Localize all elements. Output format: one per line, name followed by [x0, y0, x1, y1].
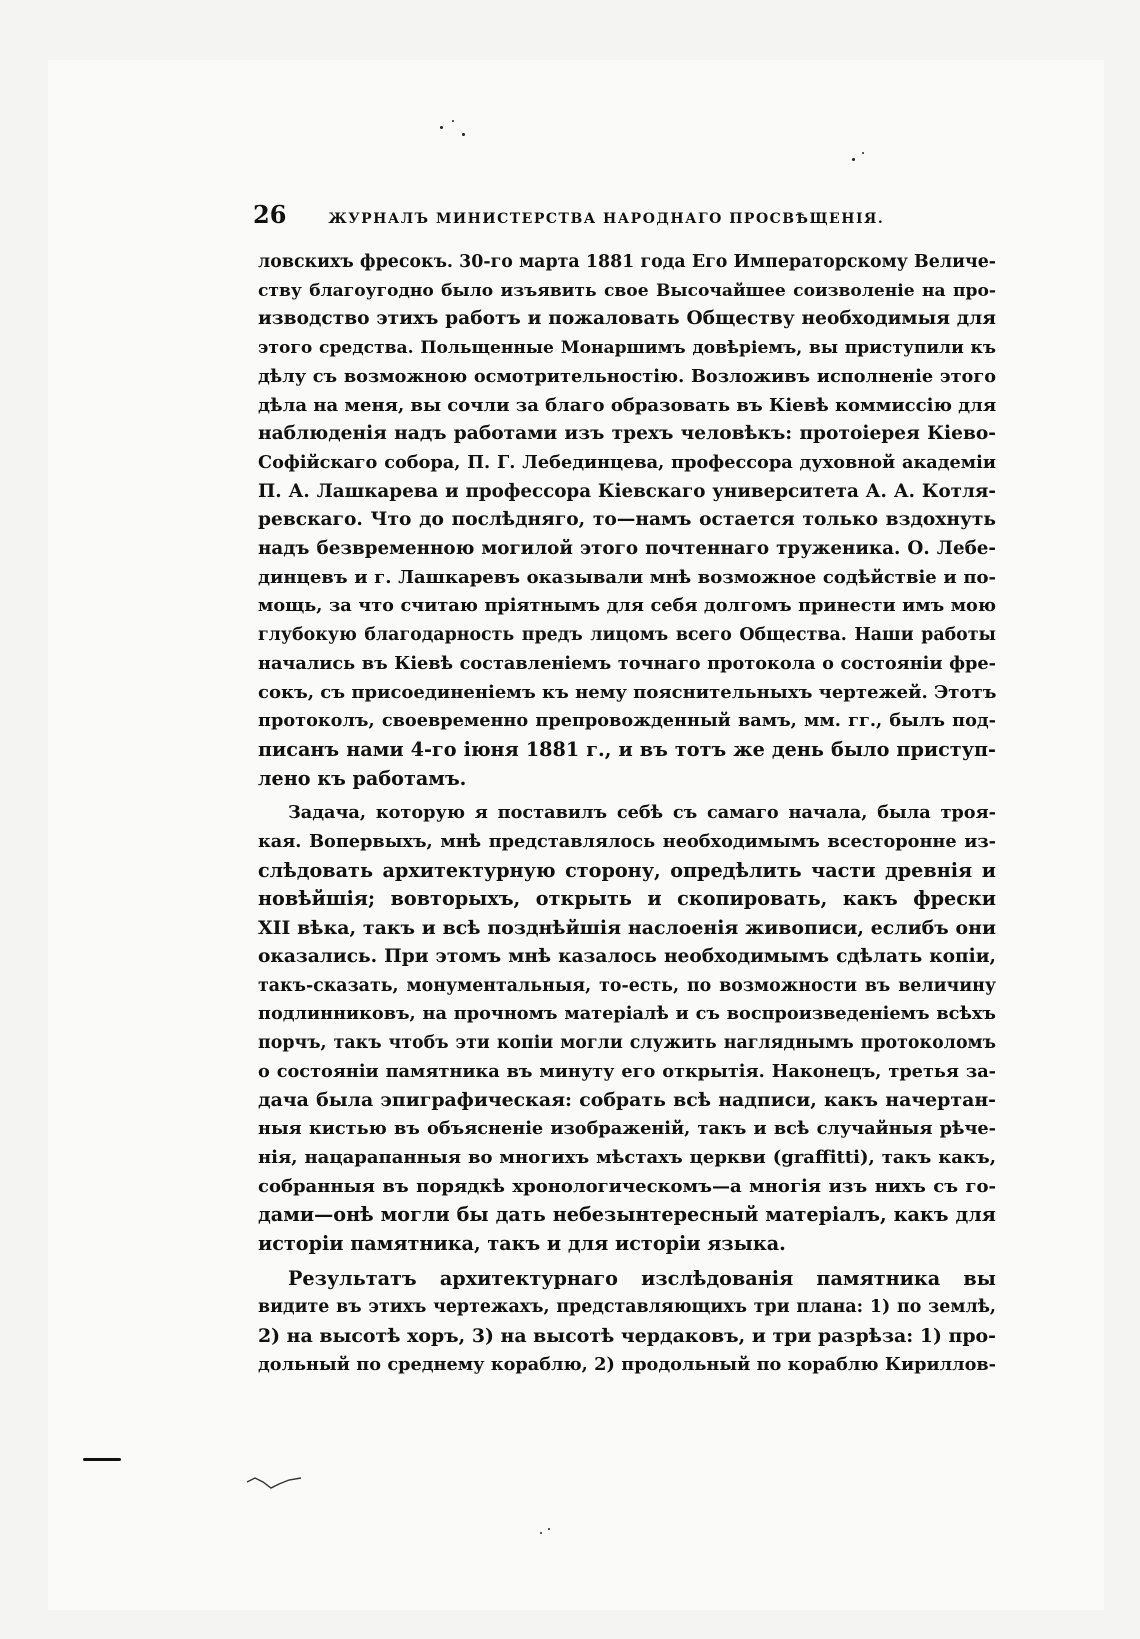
text-line: лено къ работамъ. [258, 766, 467, 790]
paragraph-3 [258, 1265, 996, 1380]
margin-scribble-mark [245, 1474, 305, 1498]
text-line: порчъ, такъ чтобъ эти копіи могли служить нагляднымъ протоколомъ [258, 1032, 996, 1053]
speck-mark [452, 120, 454, 122]
text-line: такъ-сказать, монументальныя, то-есть, по возможности въ величину [258, 975, 996, 996]
text-line: изводство этихъ работъ и пожаловать Обществу необходимыя для [258, 308, 996, 330]
text-line: о состояніи памятника въ минуту его открытія. Наконецъ, третья за- [258, 1060, 996, 1082]
text-line: Результатъ архитектурнаго изслѣдованія памятника вы [288, 1266, 996, 1290]
text-line: ству благоугодно было изъявить свое Высочайшее соизволеніе на про- [258, 280, 996, 301]
text-line: видите въ этихъ чертежахъ, представляющихъ три плана: 1) по землѣ, [258, 1297, 996, 1318]
text-line: 2) на высотѣ хоръ, 3) на высотѣ чердаковъ, и три разрѣза: 1) про- [258, 1325, 996, 1348]
text-line: протоколъ, своевременно препровожденный вамъ, мм. гг., былъ под- [258, 710, 996, 732]
text-line: писанъ нами 4-го іюня 1881 г., и въ тотъ же день было приступ- [258, 737, 996, 761]
paragraph-2 [258, 799, 996, 1258]
text-line: подлинниковъ, на прочномъ матеріалѣ и съ воспроизведеніемъ всѣхъ [258, 1003, 996, 1025]
text-line: XII вѣка, такъ и всѣ позднѣйшія наслоенія живописи, еслибъ они [258, 917, 996, 940]
margin-dash-mark [83, 1458, 121, 1461]
text-line: сокъ, съ присоединеніемъ къ нему пояснительныхъ чертежей. Этотъ [258, 681, 997, 703]
page-header [253, 200, 903, 229]
page-number: 26 [253, 200, 287, 229]
text-line: наблюденія надъ работами изъ трехъ человѣкъ: протоіерея Кіево- [258, 423, 996, 445]
text-line: дача была эпиграфическая: собрать всѣ надписи, какъ начертан- [258, 1089, 996, 1112]
speck-mark [852, 158, 855, 161]
text-line: ревскаго. Что до послѣдняго, то—намъ остается только вздохнуть [258, 509, 996, 531]
speck-mark [540, 1532, 542, 1534]
body-text [258, 248, 996, 1379]
text-line: дольный по среднему кораблю, 2) продольный по кораблю Кириллов- [258, 1353, 996, 1375]
text-line: кая. Вопервыхъ, мнѣ представлялось необходимымъ всесторонне из- [258, 831, 996, 853]
text-line: этого средства. Польщенные Монаршимъ довѣріемъ, вы приступили къ [258, 338, 996, 359]
paragraph-1 [258, 248, 996, 793]
text-line: мощь, за что считаю пріятнымъ для себя долгомъ принести имъ мою [258, 595, 996, 617]
text-line: ныя кистью въ объясненіе изображеній, такъ и всѣ случайныя рѣче- [258, 1118, 996, 1140]
text-line: глубокую благодарность предъ лицомъ всего Общества. Наши работы [258, 625, 996, 646]
text-line: оказались. При этомъ мнѣ казалось необходимымъ сдѣлать копіи, [258, 945, 996, 967]
text-line: динцевъ и г. Лашкаревъ оказывали мнѣ возможное содѣйствіе и по- [258, 566, 996, 588]
text-line: начались въ Кіевѣ составленіемъ точнаго протокола о состояніи фре- [258, 652, 996, 674]
text-line: собранныя въ порядкѣ хронологическомъ—а многія изъ нихъ съ го- [258, 1175, 996, 1197]
speck-mark [548, 1528, 550, 1530]
speck-mark [862, 152, 864, 154]
text-line: ловскихъ фресокъ. 30-го марта 1881 года Его Императорскому Величе- [258, 252, 996, 272]
text-line: исторіи памятника, такъ и для исторіи языка. [258, 1231, 786, 1255]
speck-mark [440, 126, 443, 129]
text-line: дѣлу съ возможною осмотрительностію. Возложивъ исполненіе этого [258, 365, 996, 387]
text-line: дами—онѣ могли бы дать небезынтересный матеріалъ, какъ для [258, 1203, 996, 1227]
text-line: дѣла на меня, вы сочли за благо образовать въ Кіевѣ коммиссію для [258, 394, 997, 416]
text-line: Софійскаго собора, П. Г. Лебединцева, профессора духовной академіи [258, 451, 996, 473]
text-line: П. А. Лашкарева и профессора Кіевскаго университета А. А. Котля- [258, 480, 996, 502]
running-head: ЖУРНАЛЪ МИНИСТЕРСТВА НАРОДНАГО ПРОСВѢЩЕНІЯ. [328, 211, 885, 227]
text-line: новѣйшія; вовторыхъ, открыть и скопировать, какъ фрески [258, 887, 996, 911]
text-line: нія, нацарапанныя во многихъ мѣстахъ церкви (graffitti), такъ какъ, [258, 1146, 996, 1168]
text-line: надъ безвременною могилой этого почтеннаго труженика. О. Лебе- [258, 538, 996, 560]
speck-mark [462, 133, 465, 136]
text-line: Задача, которую я поставилъ себѣ съ самаго начала, была троя- [288, 802, 996, 824]
text-line: слѣдовать архитектурную сторону, опредѣлить части древнія и [258, 858, 996, 882]
